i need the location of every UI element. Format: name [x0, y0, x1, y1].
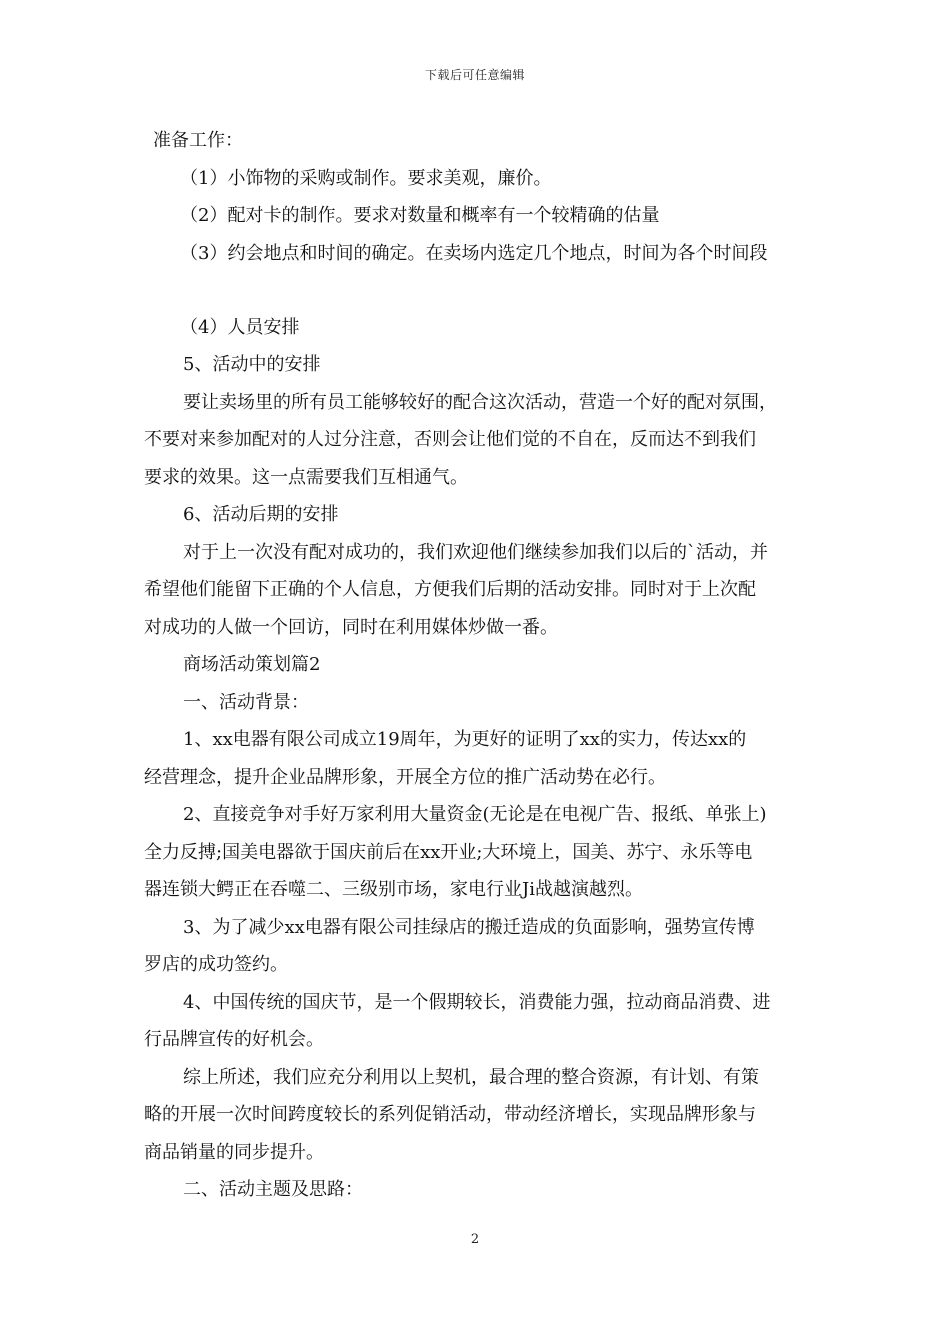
- text-line: 全力反搏;国美电器欲于国庆前后在xx开业;大环境上，国美、苏宁、永乐等电: [144, 842, 753, 863]
- text-line: 希望他们能留下正确的个人信息，方便我们后期的活动安排。同时对于上次配: [144, 579, 756, 600]
- section-title: 商场活动策划篇2: [183, 654, 321, 675]
- text-line: 综上所述，我们应充分利用以上契机，最合理的整合资源，有计划、有策: [183, 1067, 759, 1088]
- text-line: 5、活动中的安排: [183, 354, 321, 375]
- text-line: 对于上一次没有配对成功的，我们欢迎他们继续参加我们以后的`活动，并: [183, 542, 768, 563]
- text-line: 二、活动主题及思路：: [183, 1179, 363, 1200]
- text-line: 商品销量的同步提升。: [144, 1142, 324, 1163]
- text-line: 行品牌宣传的好机会。: [144, 1029, 324, 1050]
- text-line: 准备工作：: [153, 130, 243, 151]
- text-line: 1、xx电器有限公司成立19周年，为更好的证明了xx的实力，传达xx的: [183, 729, 747, 750]
- text-line: （2）配对卡的制作。要求对数量和概率有一个较精确的估量: [180, 205, 660, 226]
- text-line: （1）小饰物的采购或制作。要求美观，廉价。: [180, 168, 552, 189]
- text-line: （4）人员安排: [180, 317, 300, 338]
- text-line: 2、直接竞争对手好万家利用大量资金(无论是在电视广告、报纸、单张上): [183, 804, 767, 825]
- text-line: （3）约会地点和时间的确定。在卖场内选定几个地点，时间为各个时间段: [180, 243, 768, 264]
- text-line: 3、为了减少xx电器有限公司挂绿店的搬迁造成的负面影响，强势宣传博: [183, 917, 755, 938]
- text-line: 一、活动背景：: [183, 692, 309, 713]
- text-line: 略的开展一次时间跨度较长的系列促销活动，带动经济增长，实现品牌形象与: [144, 1104, 756, 1125]
- text-line: 经营理念，提升企业品牌形象，开展全方位的推广活动势在必行。: [144, 767, 666, 788]
- text-line: 6、活动后期的安排: [183, 504, 339, 525]
- text-line: 4、中国传统的国庆节，是一个假期较长，消费能力强，拉动商品消费、进: [183, 992, 771, 1013]
- text-line: 器连锁大鳄正在吞噬二、三级别市场，家电行业Ji战越演越烈。: [144, 879, 643, 900]
- page-number: 2: [470, 1232, 480, 1247]
- text-line: 对成功的人做一个回访，同时在利用媒体炒做一番。: [144, 617, 558, 638]
- page-header: 下载后可任意编辑: [424, 68, 525, 82]
- text-line: 要求的效果。这一点需要我们互相通气。: [144, 467, 468, 488]
- text-line: 不要对来参加配对的人过分注意，否则会让他们觉的不自在，反而达不到我们: [144, 429, 756, 450]
- text-line: 要让卖场里的所有员工能够较好的配合这次活动，营造一个好的配对氛围，: [183, 392, 777, 413]
- text-line: 罗店的成功签约。: [144, 954, 288, 975]
